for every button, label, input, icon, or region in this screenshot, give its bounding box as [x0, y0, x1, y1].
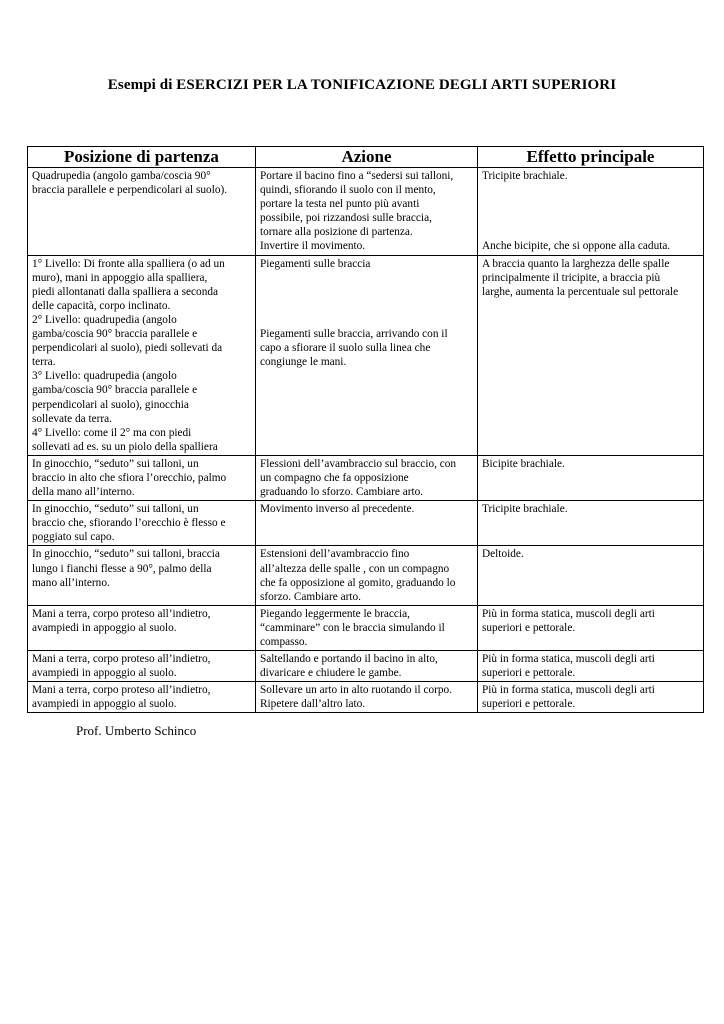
cell-line: Più in forma statica, muscoli degli arti — [482, 653, 655, 666]
cell-line: lungo i fianchi flesse a 90°, palmo della — [32, 562, 212, 575]
cell-line: Bicipite brachiale. — [482, 457, 565, 470]
signature: Prof. Umberto Schinco — [76, 723, 197, 738]
cell-posizione — [28, 651, 256, 682]
cell-line: sforzo. Cambiare arto. — [260, 590, 362, 603]
cell-effetto — [478, 682, 704, 713]
header-effetto: Effetto principale — [478, 147, 704, 168]
cell-line: principalmente il tricipite, a braccia più — [482, 271, 661, 284]
cell-line: Portare il bacino fino a “sedersi sui talloni, — [260, 170, 454, 182]
cell-posizione — [28, 501, 256, 546]
cell-effetto — [478, 501, 704, 546]
cell-line: all’altezza delle spalle , con un compagno — [260, 562, 450, 575]
cell-line: sollevate da terra. — [32, 412, 112, 425]
cell-line: In ginocchio, “seduto” sui talloni, un — [32, 457, 199, 470]
cell-line: poggiato sul capo. — [32, 531, 115, 544]
cell-line: “camminare” con le braccia simulando il — [260, 621, 445, 634]
cell-line: Piegamenti sulle braccia, arrivando con il — [260, 328, 448, 341]
cell-line: divaricare e chiudere le gambe. — [260, 667, 402, 680]
cell-azione — [256, 651, 478, 682]
table-row — [28, 651, 704, 682]
cell-azione — [256, 168, 478, 256]
table-header-row — [28, 147, 704, 168]
cell-line: Quadrupedia (angolo gamba/coscia 90° — [32, 170, 211, 182]
cell-posizione — [28, 682, 256, 713]
cell-line: superiori e pettorale. — [482, 698, 576, 711]
cell-line: braccio che, sfiorando l’orecchio è flesso e — [32, 517, 226, 530]
cell-line: avampiedi in appoggio al suolo. — [32, 667, 177, 680]
cell-line: A braccia quanto la larghezza delle spalle — [482, 257, 670, 270]
cell-line: compasso. — [260, 636, 308, 648]
cell-line: muro), mani in appoggio alla spalliera, — [32, 271, 208, 284]
cell-line: Tricipite brachiale. — [482, 170, 568, 182]
cell-line: terra. — [32, 356, 56, 369]
cell-line: larghe, aumenta la percentuale sul pettorale — [482, 285, 679, 298]
cell-line: perpendicolari al suolo), ginocchia — [32, 398, 189, 411]
cell-azione — [256, 546, 478, 605]
cell-azione — [256, 501, 478, 546]
cell-posizione — [28, 455, 256, 500]
cell-line: Movimento inverso al precedente. — [260, 503, 415, 516]
cell-line: 1° Livello: Di fronte alla spalliera (o ad un — [32, 257, 225, 270]
cell-posizione — [28, 605, 256, 650]
cell-line: Estensioni dell’avambraccio fino — [260, 548, 410, 561]
cell-azione — [256, 605, 478, 650]
cell-line: 4° Livello: come il 2° ma con piedi — [32, 426, 192, 439]
exercise-table — [27, 146, 704, 713]
cell-line: Piegando leggermente le braccia, — [260, 607, 410, 620]
cell-line: Piegamenti sulle braccia — [260, 257, 371, 270]
cell-line: Più in forma statica, muscoli degli arti — [482, 684, 655, 697]
cell-effetto — [478, 455, 704, 500]
cell-posizione — [28, 255, 256, 455]
cell-line: avampiedi in appoggio al suolo. — [32, 698, 177, 711]
cell-line: delle capacità, corpo inclinato. — [32, 299, 171, 312]
cell-line: Più in forma statica, muscoli degli arti — [482, 607, 655, 620]
cell-azione — [256, 682, 478, 713]
cell-line: Saltellando e portando il bacino in alto, — [260, 653, 438, 666]
table-row — [28, 546, 704, 605]
cell-line: avampiedi in appoggio al suolo. — [32, 621, 177, 634]
cell-line: gamba/coscia 90° braccia parallele e — [32, 384, 198, 397]
cell-line: braccia parallele e perpendicolari al suolo). — [32, 184, 228, 197]
cell-line: braccio in alto che sfiora l’orecchio, palmo — [32, 471, 227, 484]
cell-line: sollevati ad es. su un piolo della spalliera — [32, 440, 218, 453]
cell-line: In ginocchio, “seduto” sui talloni, un — [32, 503, 199, 516]
cell-posizione — [28, 546, 256, 605]
cell-line: superiori e pettorale. — [482, 621, 576, 634]
cell-line: Flessioni dell’avambraccio sul braccio, con — [260, 457, 457, 470]
table-row — [28, 455, 704, 500]
cell-line: Ripetere dall’altro lato. — [260, 698, 366, 711]
cell-line: Tricipite brachiale. — [482, 503, 568, 516]
cell-line: Anche bicipite, che si oppone alla caduta. — [482, 240, 671, 253]
cell-line: della mano all’interno. — [32, 486, 135, 499]
cell-line: piedi allontanati dalla spalliera a seconda — [32, 285, 219, 298]
cell-posizione — [28, 168, 256, 256]
cell-effetto — [478, 255, 704, 455]
table-row — [28, 682, 704, 713]
cell-line: 2° Livello: quadrupedia (angolo — [32, 313, 177, 326]
table-body — [28, 168, 704, 713]
cell-effetto — [478, 605, 704, 650]
cell-azione — [256, 455, 478, 500]
table-row — [28, 255, 704, 455]
cell-line: perpendicolari al suolo), piedi sollevati da — [32, 342, 223, 355]
table-row — [28, 168, 704, 256]
cell-effetto — [478, 546, 704, 605]
cell-line: Deltoide. — [482, 548, 524, 561]
cell-line: gamba/coscia 90° braccia parallele e — [32, 328, 198, 341]
cell-effetto — [478, 651, 704, 682]
cell-line: congiunge le mani. — [260, 356, 347, 369]
cell-line: Mani a terra, corpo proteso all’indietro, — [32, 607, 211, 620]
cell-line: che fa opposizione al gomito, graduando lo — [260, 576, 456, 589]
cell-line: Sollevare un arto in alto ruotando il corpo. — [260, 684, 452, 697]
cell-line: Invertire il movimento. — [260, 240, 366, 253]
cell-line: Mani a terra, corpo proteso all’indietro, — [32, 684, 211, 697]
cell-line: graduando lo sforzo. Cambiare arto. — [260, 486, 424, 499]
cell-line: quindi, sfiorando il suolo con il mento, — [260, 184, 436, 197]
cell-line: capo a sfiorare il suolo sulla linea che — [260, 342, 431, 355]
cell-line: un compagno che fa opposizione — [260, 471, 409, 484]
table-row — [28, 605, 704, 650]
header-posizione: Posizione di partenza — [28, 147, 256, 168]
cell-effetto — [478, 168, 704, 256]
header-azione: Azione — [256, 147, 478, 168]
cell-line: possibile, poi rizzandosi sulle braccia, — [260, 212, 432, 225]
cell-line: In ginocchio, “seduto” sui talloni, braccia — [32, 548, 220, 561]
cell-line: superiori e pettorale. — [482, 667, 576, 680]
cell-line: portare la testa nel punto più avanti — [260, 198, 420, 211]
cell-line: Mani a terra, corpo proteso all’indietro, — [32, 653, 211, 666]
cell-azione — [256, 255, 478, 455]
table-row — [28, 501, 704, 546]
cell-line: tornare alla posizione di partenza. — [260, 226, 413, 239]
document-title: Esempi di ESERCIZI PER LA TONIFICAZIONE DEGLI ARTI SUPERIORI — [107, 77, 617, 93]
cell-line: 3° Livello: quadrupedia (angolo — [32, 370, 177, 383]
cell-line: mano all’interno. — [32, 576, 110, 589]
